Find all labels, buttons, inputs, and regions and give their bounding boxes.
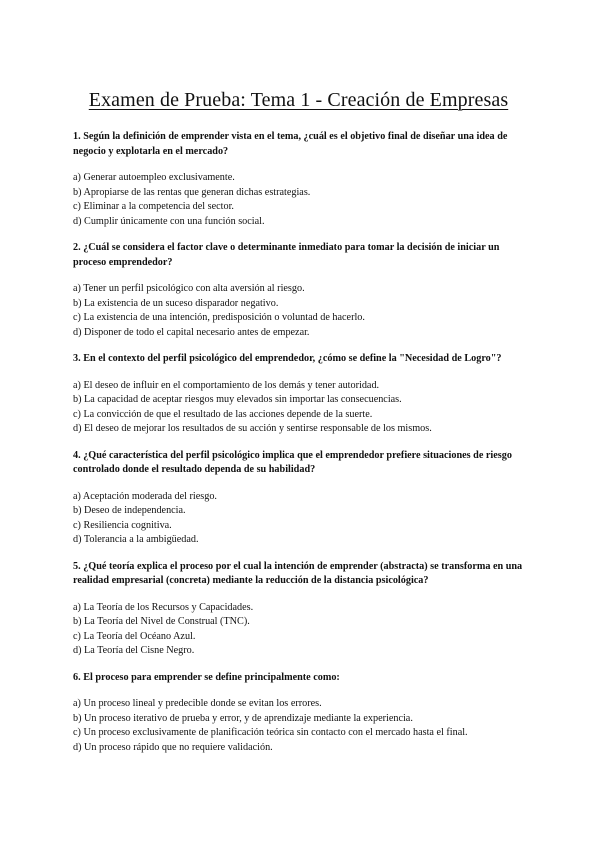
question-6 <box>73 671 524 756</box>
options-list <box>73 282 524 340</box>
option-d: d) La Teoría del Cisne Negro. <box>73 645 195 656</box>
option-b: b) La capacidad de aceptar riesgos muy elevados sin importar las consecuencias. <box>73 394 402 405</box>
options-list <box>73 601 524 659</box>
option-a: a) Un proceso lineal y predecible donde se evitan los errores. <box>73 698 322 709</box>
page-title: Examen de Prueba: Tema 1 - Creación de Empresas <box>88 89 509 111</box>
option-b: b) La Teoría del Nivel de Construal (TNC). <box>73 616 250 627</box>
option-a: a) La Teoría de los Recursos y Capacidades. <box>73 601 254 613</box>
option-d: d) El deseo de mejorar los resultados de su acción y sentirse responsable de los mismos. <box>73 423 432 434</box>
options-list <box>73 379 524 437</box>
option-d: d) Cumplir únicamente con una función social. <box>73 215 265 227</box>
option-c: c) Resiliencia cognitiva. <box>73 519 172 531</box>
question-text: 1. Según la definición de emprender vista en el tema, ¿cuál es el objetivo final de diseñar una idea de negocio y explotarla en el mercado? <box>73 131 508 157</box>
options-list <box>73 171 524 229</box>
question-text: 2. ¿Cuál se considera el factor clave o determinante inmediato para tomar la decisión de iniciar un proceso emprendedor? <box>73 242 500 268</box>
question-text: 5. ¿Qué teoría explica el proceso por el cual la intención de emprender (abstracta) se transforma en una realidad empresarial (concreta) mediante la reducción de la distancia psicológica? <box>73 560 523 586</box>
question-3 <box>73 352 524 437</box>
option-c: c) La convicción de que el resultado de las acciones depende de la suerte. <box>73 408 373 420</box>
options-list <box>73 697 524 755</box>
option-c: c) Un proceso exclusivamente de planificación teórica sin contacto con el mercado hasta el final. <box>73 727 468 738</box>
question-4 <box>73 449 524 548</box>
question-1 <box>73 130 524 229</box>
option-d: d) Tolerancia a la ambigüedad. <box>73 534 199 545</box>
option-b: b) Un proceso iterativo de prueba y error, y de aprendizaje mediante la experiencia. <box>73 712 413 724</box>
option-d: d) Disponer de todo el capital necesario antes de empezar. <box>73 326 310 338</box>
option-d: d) Un proceso rápido que no requiere validación. <box>73 741 273 753</box>
option-c: c) La existencia de una intención, predisposición o voluntad de hacerlo. <box>73 312 365 323</box>
question-text: 6. El proceso para emprender se define principalmente como: <box>73 671 340 683</box>
option-b: b) Apropiarse de las rentas que generan dichas estrategias. <box>73 186 311 198</box>
question-text: 4. ¿Qué característica del perfil psicológico implica que el emprendedor prefiere situaciones de riesgo controlado donde el resultado dependa de su habilidad? <box>73 449 512 475</box>
option-a: a) Tener un perfil psicológico con alta aversión al riesgo. <box>73 283 305 294</box>
option-b: b) Deseo de independencia. <box>73 505 186 516</box>
option-a: a) Aceptación moderada del riesgo. <box>73 490 217 502</box>
option-a: a) El deseo de influir en el comportamiento de los demás y tener autoridad. <box>73 379 380 391</box>
options-list <box>73 490 524 548</box>
option-c: c) Eliminar a la competencia del sector. <box>73 201 234 212</box>
option-c: c) La Teoría del Océano Azul. <box>73 630 196 642</box>
option-b: b) La existencia de un suceso disparador negativo. <box>73 297 279 309</box>
question-2 <box>73 241 524 340</box>
option-a: a) Generar autoempleo exclusivamente. <box>73 172 235 183</box>
question-text: 3. En el contexto del perfil psicológico del emprendedor, ¿cómo se define la "Necesidad de Logro"? <box>73 353 502 364</box>
question-5 <box>73 560 524 659</box>
